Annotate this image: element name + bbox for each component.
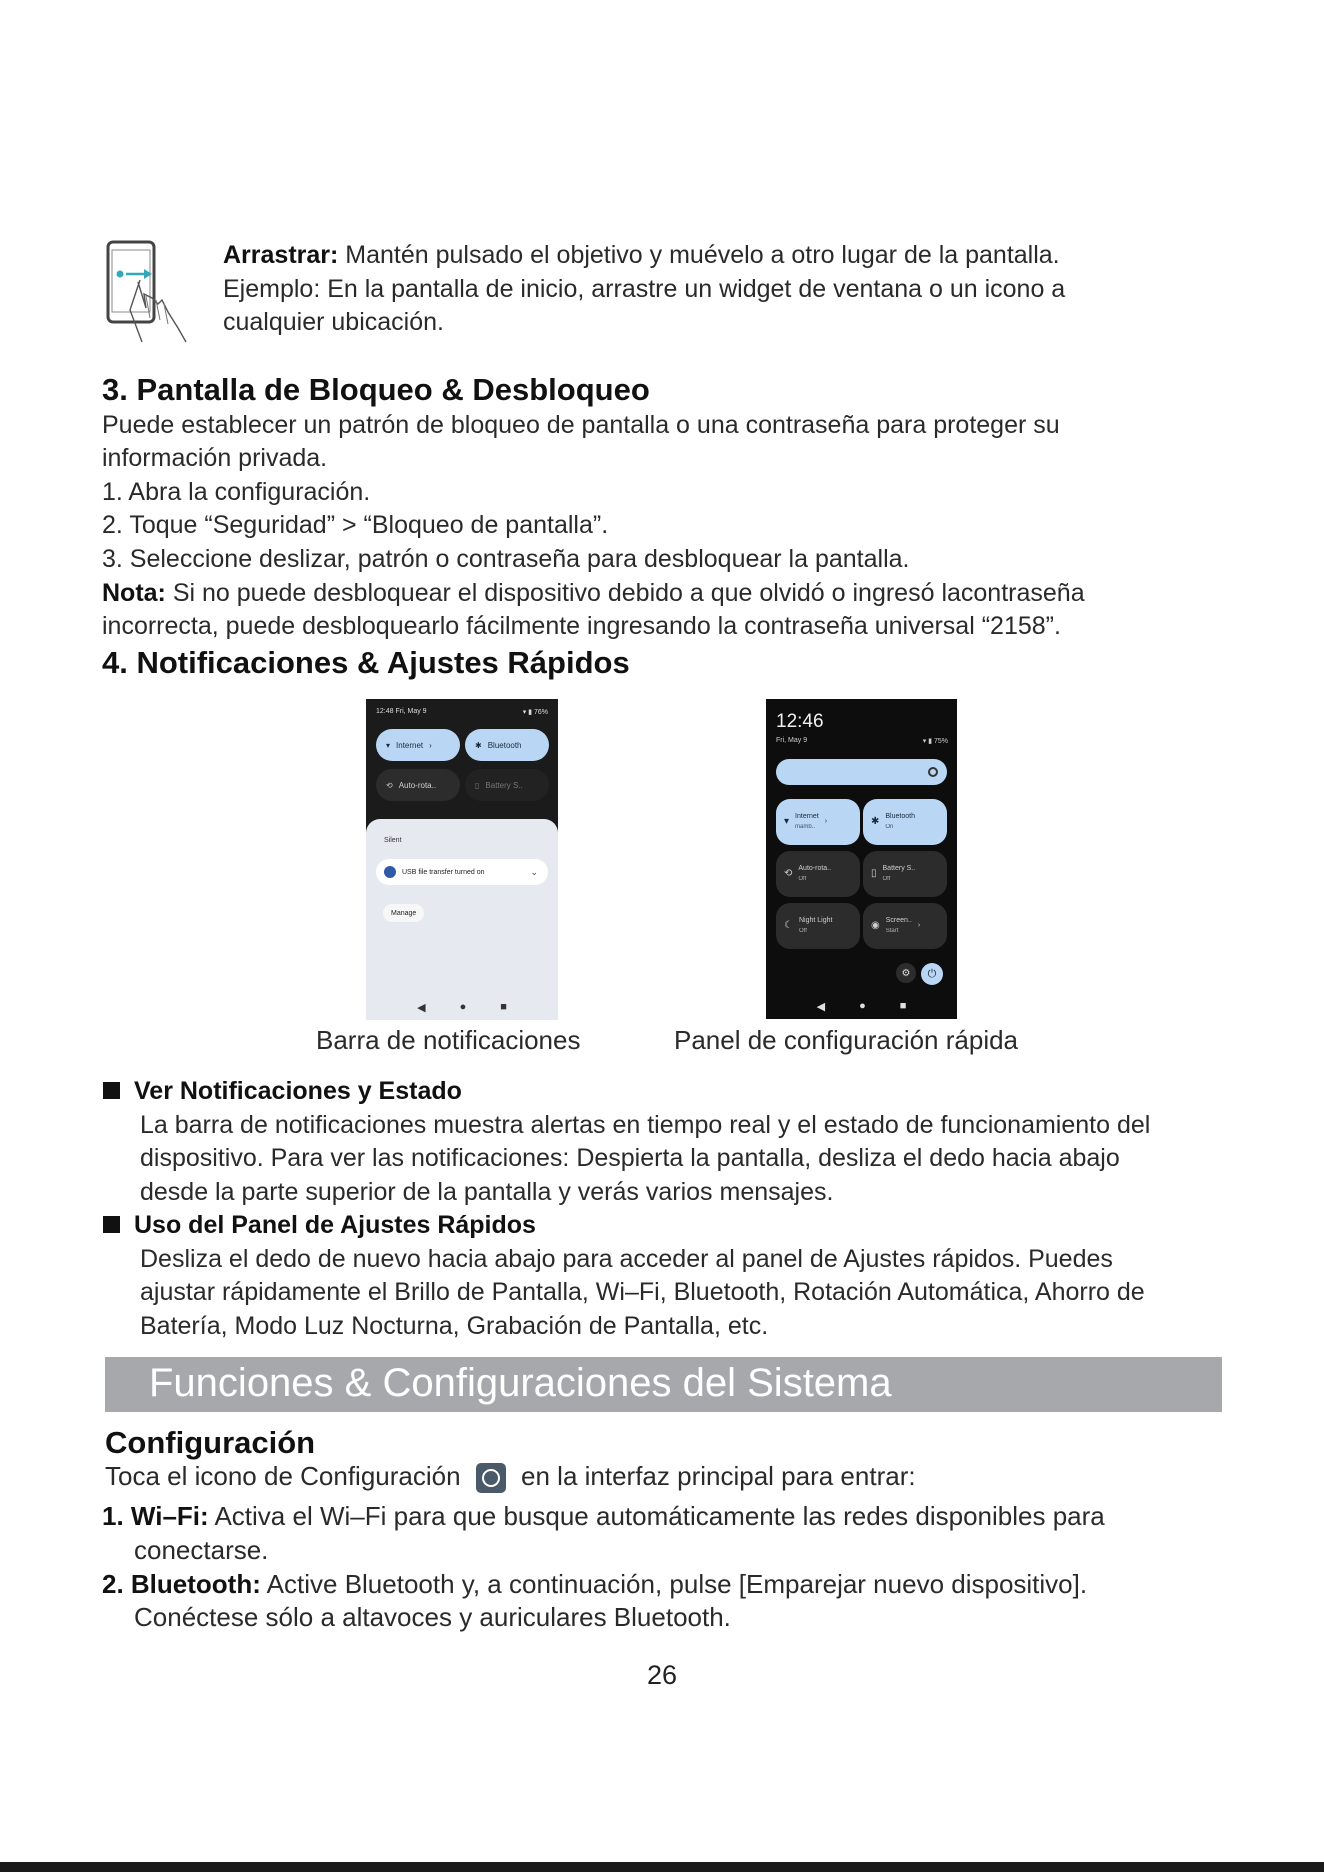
rotate-icon: ⟲ xyxy=(784,868,793,879)
bullet-1-line-2: dispositivo. Para ver las notificaciones: Despierta la pantalla, desliza el dedo hacia abajo xyxy=(140,1144,1120,1172)
bullet-2-line-3: Batería, Modo Luz Nocturna, Grabación de Pantalla, etc. xyxy=(140,1312,769,1340)
section-3-intro-2: información privada. xyxy=(102,444,328,472)
caption-quick-panel: Panel de configuración rápida xyxy=(674,1025,1019,1055)
wifi-label: 1. Wi–Fi: xyxy=(102,1501,209,1531)
section-3-step-2: 2. Toque “Seguridad” > “Bloqueo de pantalla”. xyxy=(102,511,609,539)
back-icon: ◀ xyxy=(816,1001,826,1013)
bluetooth-tile xyxy=(465,729,549,761)
wifi-line-1 xyxy=(102,1499,1105,1533)
chevron-right-icon: › xyxy=(824,818,828,825)
usb-notification xyxy=(376,859,548,885)
drag-line-3: cualquier ubicación. xyxy=(223,308,444,336)
qs-tile-title: Battery S.. xyxy=(882,865,916,872)
bluetooth-line-1 xyxy=(102,1567,1087,1601)
recents-icon: ■ xyxy=(899,1000,907,1012)
page-number: 26 xyxy=(646,1660,678,1690)
banner-title: Funciones & Configuraciones del Sistema xyxy=(149,1361,892,1405)
qs-tile-internet xyxy=(776,799,860,845)
section-3-title: 3. Pantalla de Bloqueo & Desbloqueo xyxy=(102,372,650,407)
status-time: 12:48 Fri, May 9 xyxy=(376,708,427,715)
qs-tile-title: Bluetooth xyxy=(885,813,915,820)
status-battery: ▾ ▮ 76% xyxy=(522,709,548,716)
config-intro-post: en la interfaz principal para entrar: xyxy=(521,1461,916,1491)
bullet-square-icon xyxy=(103,1216,120,1233)
brightness-slider xyxy=(776,759,947,785)
note-text: Si no puede desbloquear el dispositivo debido a que olvidó o ingresó lacontraseña xyxy=(165,579,1085,607)
chevron-right-icon: › xyxy=(429,740,432,750)
battery-tile-label: Battery S.. xyxy=(485,780,523,790)
section-3-note-2: incorrecta, puede desbloquearlo fácilmente ingresando la contraseña universal “2158”. xyxy=(102,612,1061,640)
drag-line-1 xyxy=(223,238,1060,272)
settings-icon xyxy=(476,1463,506,1493)
internet-tile xyxy=(376,729,460,761)
nav-bar xyxy=(366,1001,558,1014)
qs-tile-screen-record xyxy=(863,903,947,949)
record-icon: ◉ xyxy=(871,920,880,931)
moon-icon: ☾ xyxy=(784,920,793,931)
qs-tile-sub: On xyxy=(885,824,894,830)
drag-text-1: Mantén pulsado el objetivo y muévelo a otro lugar de la pantalla. xyxy=(338,241,1060,269)
qs-tile-sub: Off xyxy=(798,876,807,882)
config-intro-pre: Toca el icono de Configuración xyxy=(105,1461,461,1491)
silent-label: Silent xyxy=(384,837,402,844)
bullet-1-line-3: desde la parte superior de la pantalla y verás varios mensajes. xyxy=(140,1178,834,1206)
section-3-step-3: 3. Seleccione deslizar, patrón o contraseña para desbloquear la pantalla. xyxy=(102,545,910,573)
qs-tile-title: Screen.. xyxy=(885,917,912,924)
qs-tile-title: Auto-rota.. xyxy=(798,865,832,872)
qs-tile-title: Internet xyxy=(795,813,819,820)
battery-icon: ▯ xyxy=(871,868,877,879)
qs-tile-battery xyxy=(863,851,947,897)
qs-tile-autorotate xyxy=(776,851,860,897)
chevron-right-icon: › xyxy=(917,922,921,929)
qs-tile-sub: Off xyxy=(882,876,891,882)
qs-time: 12:46 xyxy=(776,711,824,732)
settings-gear-icon: ⚙ xyxy=(896,963,916,983)
bluetooth-line-2: Conéctese sólo a altavoces y auriculares Bluetooth. xyxy=(134,1602,731,1632)
home-icon: ● xyxy=(459,1001,467,1013)
notification-bar-screenshot xyxy=(366,699,558,1020)
qs-battery: ▾ ▮ 75% xyxy=(922,738,948,745)
manage-button: Manage xyxy=(383,904,424,922)
back-icon: ◀ xyxy=(417,1002,426,1014)
qs-tile-sub: mamb.. xyxy=(795,824,816,830)
bluetooth-icon: ✱ xyxy=(475,740,482,750)
autorotate-tile-label: Auto-rota.. xyxy=(398,780,437,790)
usb-notification-text: USB file transfer turned on xyxy=(402,868,485,876)
bullet-square-icon xyxy=(103,1082,120,1099)
qs-tile-night-light xyxy=(776,903,860,949)
section-banner xyxy=(105,1357,1222,1412)
bluetooth-text: Active Bluetooth y, a continuación, pulse [Emparejar nuevo dispositivo]. xyxy=(260,1569,1088,1599)
wifi-icon: ▾ xyxy=(386,740,391,750)
qs-tile-sub: Off xyxy=(798,928,807,934)
drag-label: Arrastrar: xyxy=(223,241,339,269)
drag-gesture-icon xyxy=(100,238,212,344)
power-icon: ⏻ xyxy=(921,963,943,985)
internet-tile-label: Internet xyxy=(396,740,424,750)
quick-settings-screenshot xyxy=(766,699,957,1019)
section-3-intro-1: Puede establecer un patrón de bloqueo de pantalla o una contraseña para proteger su xyxy=(102,411,1060,439)
recents-icon: ■ xyxy=(500,1001,507,1013)
qs-tile-sub: Start xyxy=(885,928,899,934)
section-3-step-1: 1. Abra la configuración. xyxy=(102,478,371,506)
brightness-icon xyxy=(928,767,938,777)
bullet-2-line-1: Desliza el dedo de nuevo hacia abajo para acceder al panel de Ajustes rápidos. Puedes xyxy=(140,1245,1113,1273)
note-label: Nota: xyxy=(102,579,166,607)
autorotate-tile xyxy=(376,769,460,801)
bullet-2-title: Uso del Panel de Ajustes Rápidos xyxy=(134,1211,536,1239)
rotate-icon: ⟲ xyxy=(386,780,393,790)
bluetooth-tile-label: Bluetooth xyxy=(487,740,522,750)
qs-tile-bluetooth xyxy=(863,799,947,845)
wifi-icon: ▾ xyxy=(784,816,790,827)
battery-saver-tile xyxy=(465,769,549,801)
bluetooth-label: 2. Bluetooth: xyxy=(102,1569,261,1599)
usb-icon xyxy=(384,866,396,878)
qs-date: Fri, May 9 xyxy=(776,737,808,744)
bullet-2-line-2: ajustar rápidamente el Brillo de Pantalla, Wi–Fi, Bluetooth, Rotación Automática, Ahorro de xyxy=(140,1278,1145,1306)
qs-tile-title: Night Light xyxy=(798,917,833,924)
config-title: Configuración xyxy=(105,1425,316,1460)
nav-bar xyxy=(766,1000,957,1013)
section-3-note-1 xyxy=(102,576,1085,610)
wifi-text: Activa el Wi–Fi para que busque automáticamente las redes disponibles para xyxy=(208,1501,1105,1531)
config-intro xyxy=(105,1461,916,1493)
bluetooth-icon: ✱ xyxy=(871,816,880,827)
battery-icon: ▯ xyxy=(475,780,480,790)
bullet-1-line-1: La barra de notificaciones muestra alertas en tiempo real y el estado de funcionamiento del xyxy=(140,1111,1151,1139)
drag-line-2: Ejemplo: En la pantalla de inicio, arrastre un widget de ventana o un icono a xyxy=(223,275,1066,303)
section-4-title: 4. Notificaciones & Ajustes Rápidos xyxy=(102,645,630,680)
page-bottom-edge xyxy=(0,1862,1324,1872)
chevron-down-icon: ⌄ xyxy=(530,866,538,877)
caption-notification-bar: Barra de notificaciones xyxy=(316,1025,581,1055)
bullet-1-title: Ver Notificaciones y Estado xyxy=(134,1077,462,1105)
home-icon: ● xyxy=(859,1000,866,1012)
wifi-line-2: conectarse. xyxy=(134,1535,269,1565)
